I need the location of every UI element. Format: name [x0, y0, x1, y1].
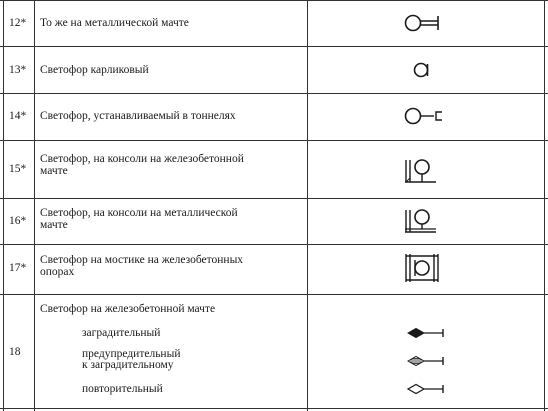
signal-metal-mast-icon — [404, 14, 444, 34]
row-number: 16* — [9, 215, 27, 227]
row-divider — [0, 198, 548, 199]
row-number: 18 — [9, 346, 21, 358]
row-divider — [0, 408, 548, 409]
row-divider — [0, 244, 548, 245]
table-border-right — [544, 0, 545, 411]
column-divider-desc — [307, 0, 308, 411]
row-divider — [0, 140, 548, 141]
row-number: 14* — [9, 110, 27, 122]
row-description: Светофор карликовый — [40, 64, 149, 76]
sub-item-label: повторительный — [82, 383, 163, 395]
row-number: 13* — [9, 64, 27, 76]
signal-metal-console-icon — [404, 206, 440, 236]
row-description-line1: Светофор на мостике на железобетонных — [40, 254, 244, 266]
row-number: 17* — [9, 262, 27, 274]
signal-bridge-concrete-icon — [404, 251, 444, 285]
row-divider — [0, 0, 548, 1]
row-description: Светофор на железобетонной мачте — [40, 303, 216, 315]
row-number: 15* — [9, 163, 27, 175]
signal-dwarf-icon — [412, 61, 432, 81]
signal-tunnel-icon — [404, 107, 448, 127]
barrier-signal-icon — [407, 326, 447, 340]
column-divider-num — [34, 0, 35, 411]
row-description-line2: опорах — [40, 266, 75, 278]
repeater-signal-icon — [407, 382, 447, 396]
row-description-line1: Светофор, на консоли на железобетонной — [40, 153, 244, 165]
row-divider — [0, 46, 548, 47]
sub-item-label: заградительный — [82, 327, 161, 339]
sub-item-label-line2: к заградительному — [82, 359, 174, 371]
signal-concrete-console-icon — [404, 156, 440, 186]
row-description: Светофор, устанавливаемый в тоннелях — [40, 110, 236, 122]
row-divider — [0, 294, 548, 295]
row-divider — [0, 93, 548, 94]
row-description-line2: мачте — [40, 165, 68, 177]
warning-barrier-signal-icon — [407, 354, 447, 368]
sub-item-label-line1: предупредительный — [82, 348, 181, 360]
row-number: 12* — [9, 17, 27, 29]
row-description-line1: Светофор, на консоли на металлической — [40, 207, 238, 219]
row-description-line2: мачте — [40, 219, 68, 231]
row-description: То же на металлической мачте — [40, 17, 189, 29]
